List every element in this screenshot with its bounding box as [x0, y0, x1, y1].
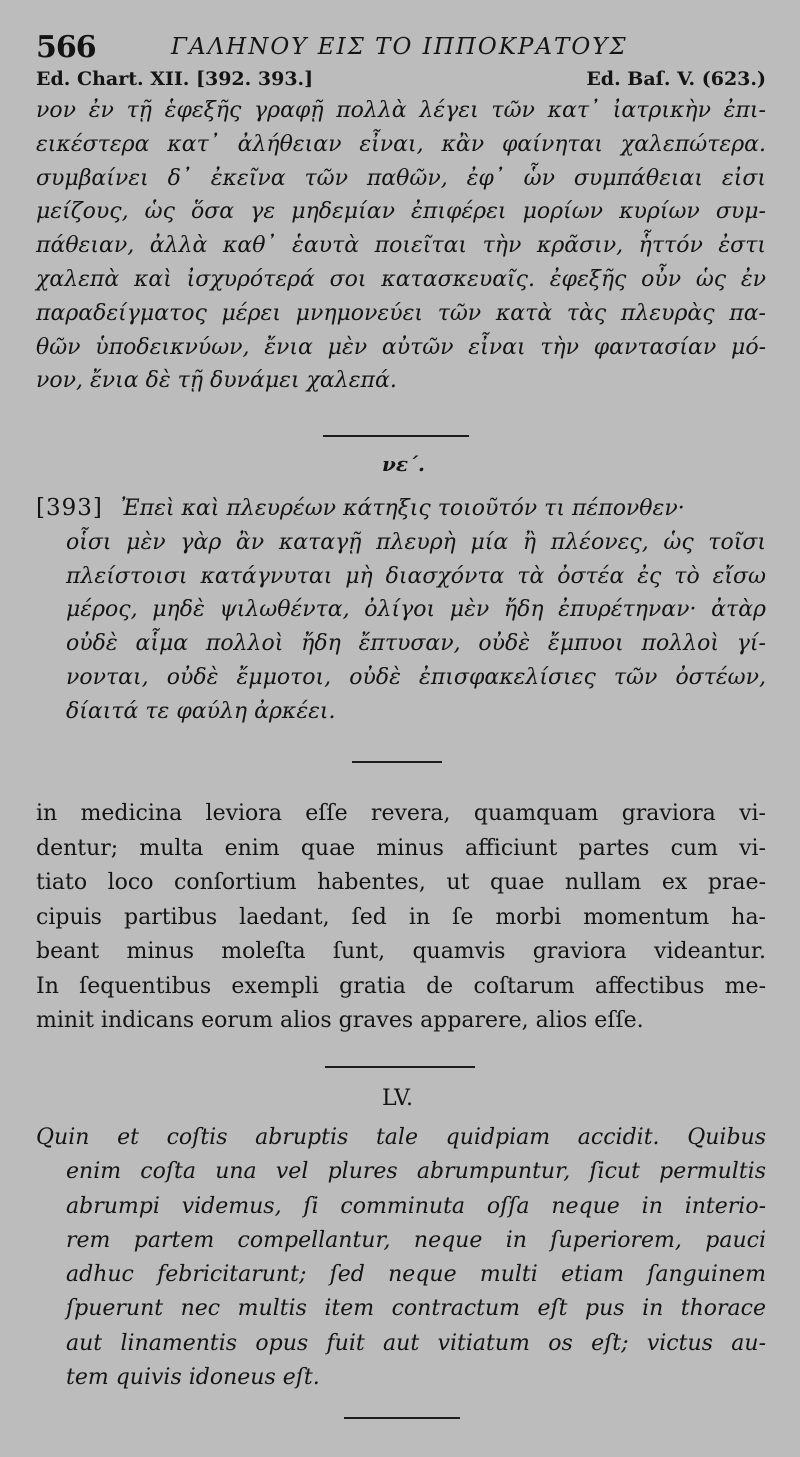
text-line: μείζους, ὡς ὅσα γε μηδεμίαν ἐπιφέρει μορίων κυρίων συμ-: [36, 199, 766, 225]
text-line: δίαιτά τε φαύλη ἀρκέει.: [66, 698, 336, 724]
text-line: συμβαίνει δ᾽ ἐκεῖνα τῶν παθῶν, ἐφ᾽ ὧν συμπάθειαι εἰσι: [36, 165, 766, 191]
text-line: In ſequentibus exempli gratia de coſtarum affectibus me-: [36, 973, 766, 999]
text-line: οὐδὲ αἷμα πολλοὶ ἤδη ἔπτυσαν, οὐδὲ ἔμπυοι πολλοὶ γί-: [66, 631, 766, 657]
section-divider: [344, 1417, 460, 1419]
page-number: 566: [36, 30, 96, 65]
text-line: νον, ἔνια δὲ τῇ δυνάμει χαλεπά.: [36, 368, 397, 394]
greek-commentary-top: [36, 94, 766, 398]
text-line: νονται, οὐδὲ ἔμμοτοι, οὐδὲ ἐπισφακελίσιες τῶν ὀστέων,: [66, 664, 766, 690]
text-line: οἷσι μὲν γὰρ ἂν καταγῇ πλευρὴ μία ἢ πλέονες, ὡς τοῖσι: [66, 529, 766, 555]
text-line: rem partem compellantur, neque in ſuperiorem, pauci: [66, 1227, 766, 1253]
edition-reference-right: Ed. Baſ. V. (623.): [586, 68, 766, 90]
page-reference: [393]: [36, 495, 103, 521]
text-line: dentur; multa enim quae minus afficiunt partes cum vi-: [36, 835, 766, 861]
greek-hippocrates-text: [36, 492, 766, 729]
text-line: adhuc febricitarunt; ſed neque multi etiam ſanguinem: [66, 1262, 766, 1288]
text-line: μέρος, μηδὲ ψιλωθέντα, ὀλίγοι μὲν ἤδη ἐπυρέτηναν· ἀτὰρ: [66, 597, 766, 623]
text-line: tiato loco conſortium habentes, ut quae nullam ex prae-: [36, 870, 766, 895]
text-line: Quin et coſtis abruptis tale quidpiam accidit. Quibus: [36, 1125, 766, 1150]
text-line: χαλεπὰ καὶ ἰσχυρότερά σοι κατασκευαῖς. ἐφεξῆς οὖν ὡς ἐν: [36, 266, 766, 292]
text-line: θῶν ὑποδεικνύων, ἔνια μὲν αὐτῶν εἶναι τὴν φαντασίαν μό-: [36, 334, 766, 360]
section-divider: [325, 1066, 475, 1068]
edition-reference-line: [36, 68, 766, 94]
text-line: in medicina leviora eſſe revera, quamquam graviora vi-: [36, 801, 766, 826]
text-line: παραδείγματος μέρει μνημονεύει τῶν κατὰ τὰς πλευρὰς πα-: [36, 300, 766, 326]
greek-section-number: νε΄.: [382, 452, 425, 476]
running-title: ΓΑΛΗΝΟΥ ΕΙΣ ΤΟ ΙΠΠΟΚΡΑΤΟΥΣ: [171, 34, 628, 60]
text-line: tem quivis idoneus eſt.: [66, 1365, 320, 1391]
text-line: minit indicans eorum alios graves apparere, alios eſſe.: [36, 1008, 644, 1033]
text-line: enim coſta una vel plures abrumpuntur, ſicut permultis: [66, 1159, 766, 1185]
text-line: aut linamentis opus fuit aut vitiatum os eſt; victus au-: [66, 1330, 766, 1356]
latin-commentary-top: [36, 797, 766, 1039]
text-line: abrumpi videmus, ſi comminuta oſſa neque in interio-: [66, 1193, 766, 1219]
text-line: πάθειαν, ἀλλὰ καθ᾽ ἑαυτὰ ποιεῖται τὴν κρᾶσιν, ἧττόν ἐστι: [36, 233, 766, 259]
text-line: ſpuerunt nec multis item contractum eſt pus in thorace: [66, 1296, 766, 1322]
page-header: [36, 30, 766, 70]
text-line: εικέστερα κατ᾽ ἀλήθειαν εἶναι, κἂν φαίνηται χαλεπώτερα.: [36, 131, 766, 157]
latin-hippocrates-text: [36, 1121, 766, 1395]
latin-section-number: LV.: [382, 1086, 414, 1111]
text-line: πλείστοισι κατάγνυται μὴ διασχόντα τὰ ὀστέα ἐς τὸ εἴσω: [66, 563, 766, 589]
text-line: cipuis partibus laedant, ſed in ſe morbi momentum ha-: [36, 904, 766, 930]
text-line: νον ἐν τῇ ἑφεξῆς γραφῇ πολλὰ λέγει τῶν κατ᾽ ἰατρικὴν ἐπι-: [36, 98, 766, 123]
edition-reference-left: Ed. Chart. XII. [392. 393.]: [36, 68, 314, 90]
text-line: [36, 492, 766, 526]
section-divider: [352, 761, 442, 763]
section-divider: [323, 435, 469, 437]
text-line: beant minus moleſta ſunt, quamvis graviora videantur.: [36, 939, 766, 964]
text-line-content: Ἐπεὶ καὶ πλευρέων κάτηξις τοιοῦτόν τι πέπονθεν·: [120, 496, 685, 521]
